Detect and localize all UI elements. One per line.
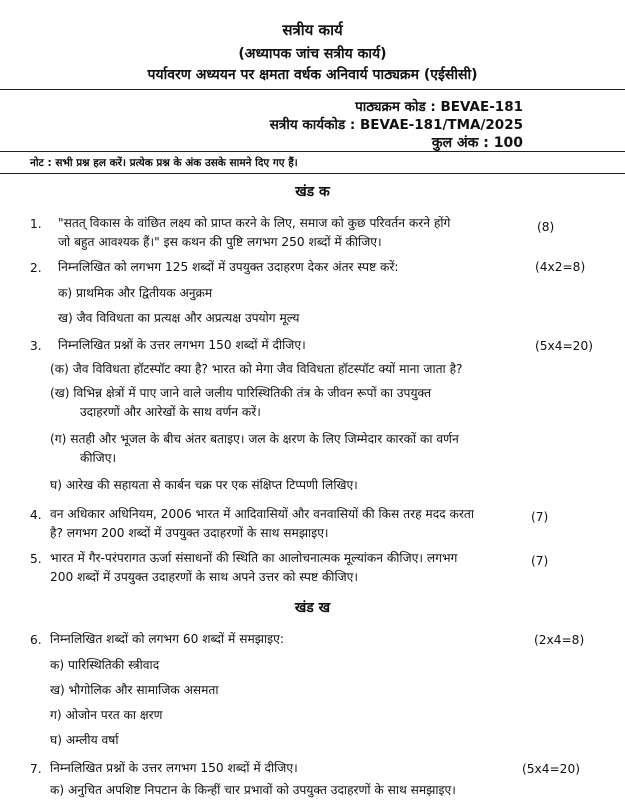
question-text-line: भारत में गैर-परंपरागत ऊर्जा संसाधनों की स्थिति का आलोचनात्मक मूल्यांकन कीजिए। लगभग	[50, 551, 458, 565]
question-number: 1.	[30, 217, 42, 231]
question-text-line: निम्नलिखित शब्दों को लगभग 60 शब्दों में समझाइए:	[50, 632, 284, 646]
question-text-line: निम्नलिखित को लगभग 125 शब्दों में उपयुक्त उदाहरण देकर अंतर स्पष्ट करें:	[58, 260, 399, 274]
question-marks: (7)	[531, 510, 549, 524]
course-code: पाठ्यक्रम कोड : BEVAE-181	[355, 99, 523, 115]
instructions-note: नोट : सभी प्रश्न हल करें। प्रत्येक प्रश्न के अंक उसके सामने दिए गए हैं।	[30, 157, 298, 169]
question-marks: (8)	[537, 220, 555, 234]
page-subtitle: (अध्यापक जांच सत्रीय कार्य)	[238, 46, 387, 62]
question-text-line: है? लगभग 200 शब्दों में उपयुक्त उदाहरणों के साथ समझाइए।	[50, 526, 329, 540]
header-divider	[0, 89, 625, 90]
question-number: 6.	[30, 633, 42, 647]
page-title: सत्रीय कार्य	[282, 21, 343, 39]
question-text-line: वन अधिकार अधिनियम, 2006 भारत में आदिवासियों और वनवासियों की किस तरह मदद करता	[50, 507, 474, 521]
section-b-title: खंड ख	[294, 600, 331, 616]
question-number: 5.	[30, 552, 42, 566]
sub-question: घ) आरेख की सहायता से कार्बन चक्र पर एक संक्षिप्त टिप्पणी लिखिए।	[50, 478, 358, 492]
question-marks: (5x4=20)	[522, 762, 580, 776]
question-text-line: 200 शब्दों में उपयुक्त उदाहरणों के साथ अपने उत्तर को स्पष्ट कीजिए।	[50, 570, 359, 584]
question-marks: (7)	[531, 554, 549, 568]
sub-question: ख) भौगोलिक और सामाजिक असमता	[50, 683, 219, 697]
sub-question: (ग) सतही और भूजल के बीच अंतर बताइए। जल के क्षरण के लिए जिम्मेदार कारकों का वर्णन	[50, 432, 459, 446]
sub-question: घ) अम्लीय वर्षा	[50, 733, 119, 747]
sub-question-continuation: उदाहरणों और आरेखों के साथ वर्णन करें।	[80, 405, 261, 419]
sub-question: क) अनुचित अपशिष्ट निपटान के किन्हीं चार प्रभावों को उपयुक्त उदाहरणों के साथ समझाइए।	[50, 783, 456, 797]
question-number: 4.	[30, 508, 42, 522]
sub-question-continuation: कीजिए।	[80, 451, 117, 465]
note-divider-top	[0, 151, 625, 152]
question-text-line: जो बहुत आवश्यक हैं।" इस कथन की पुष्टि लगभग 250 शब्दों में कीजिए।	[58, 235, 382, 249]
sub-question: (ख) विभिन्न क्षेत्रों में पाए जाने वाले जलीय पारिस्थितिकी तंत्र के जीवन रूपों का उपयुक्त	[50, 386, 432, 400]
sub-question: (क) जैव विविधता हॉटस्पॉट क्या है? भारत को मेगा जैव विविधता हॉटस्पॉट क्यों माना जाता है?	[50, 362, 463, 376]
question-marks: (2x4=8)	[534, 633, 585, 647]
total-marks: कुल अंक : 100	[431, 135, 523, 151]
question-text-line: निम्नलिखित प्रश्नों के उत्तर लगभग 150 शब्दों में दीजिए।	[50, 761, 298, 775]
sub-question: ख) जैव विविधता का प्रत्यक्ष और अप्रत्यक्ष उपयोग मूल्य	[58, 311, 300, 325]
note-divider-bottom	[0, 173, 625, 174]
question-marks: (5x4=20)	[535, 339, 593, 353]
question-text-line: निम्नलिखित प्रश्नों के उत्तर लगभग 150 शब्दों में दीजिए।	[58, 338, 306, 352]
question-number: 7.	[30, 762, 42, 776]
course-name: पर्यावरण अध्ययन पर क्षमता वर्धक अनिवार्य पाठ्यक्रम (एईसीसी)	[147, 67, 478, 83]
sub-question: क) पारिस्थितिकी स्त्रीवाद	[50, 658, 160, 672]
assignment-code: सत्रीय कार्यकोड : BEVAE-181/TMA/2025	[269, 117, 523, 133]
question-marks: (4x2=8)	[535, 260, 586, 274]
section-a-title: खंड क	[295, 184, 330, 200]
question-number: 2.	[30, 261, 42, 275]
sub-question: ग) ओजोन परत का क्षरण	[50, 708, 163, 722]
question-number: 3.	[30, 339, 42, 353]
question-text-line: "सतत् विकास के वांछित लक्ष्य को प्राप्त करने के लिए, समाज को कुछ परिवर्तन करने होंगे	[58, 216, 451, 230]
sub-question: क) प्राथमिक और द्वितीयक अनुक्रम	[58, 286, 213, 300]
